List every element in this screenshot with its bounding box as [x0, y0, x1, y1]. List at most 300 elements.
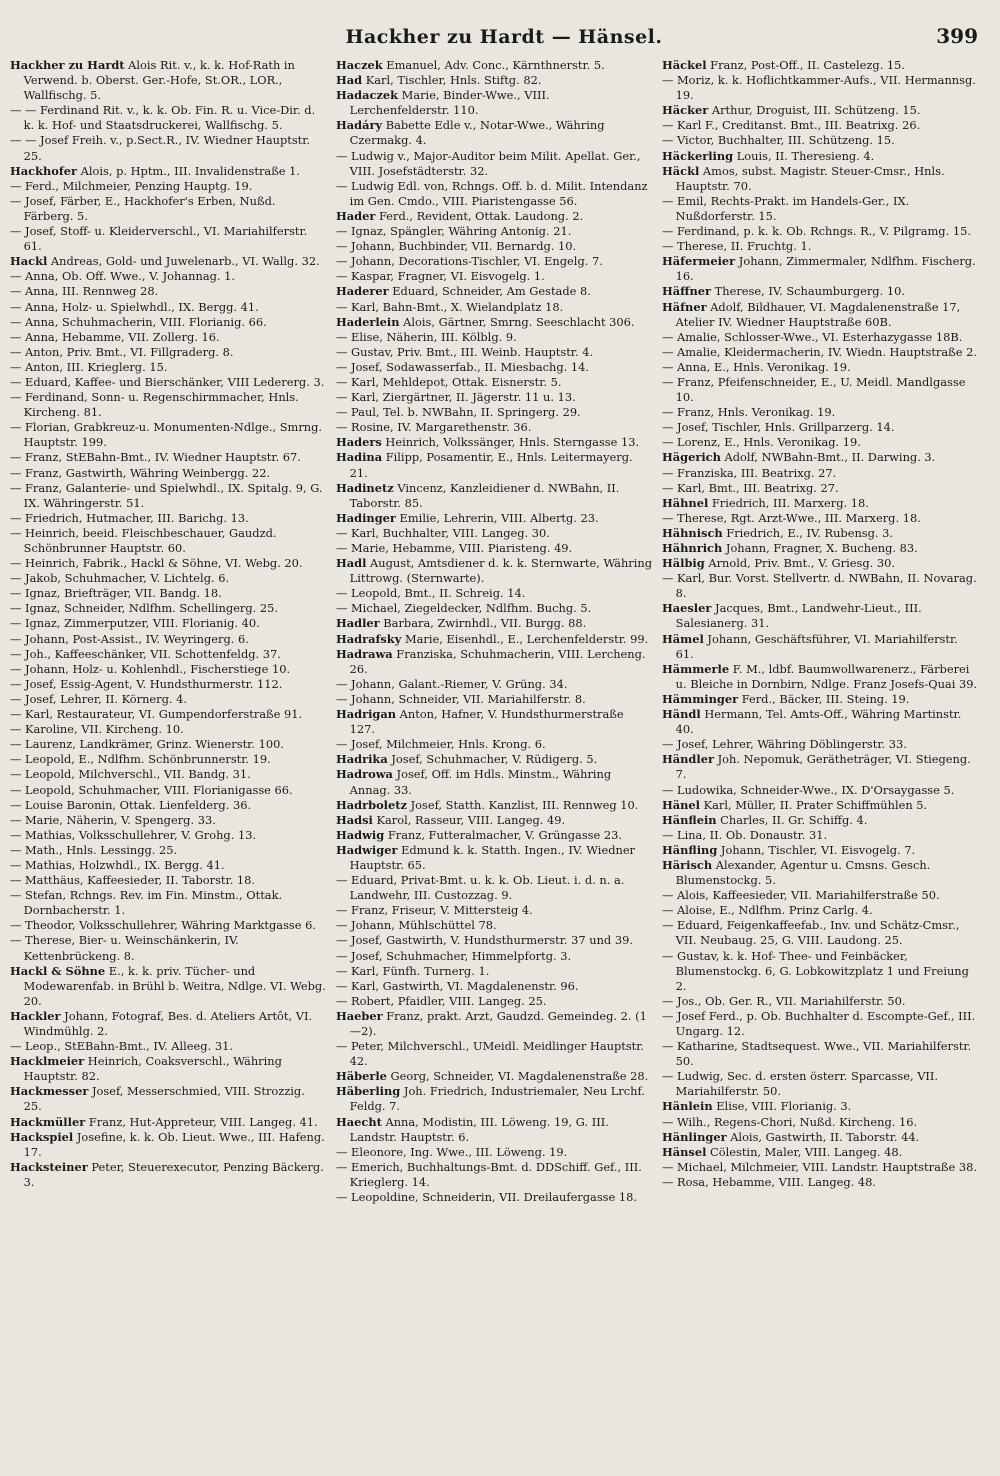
directory-entry — [10, 707, 326, 722]
entry-details: — Laurenz, Landkrämer, Grinz. Wienerstr. 100. — [10, 737, 284, 752]
directory-entry — [662, 73, 978, 103]
directory-entry — [336, 224, 652, 239]
entry-details: — Leopoldine, Schneiderin, VII. Dreilaufergasse 18. — [336, 1190, 638, 1205]
directory-entry — [336, 632, 652, 647]
entry-details: — Heinrich, Fabrik., Hackl & Söhne, VI. Webg. 20. — [10, 556, 303, 571]
entry-details: Alois Rit. v., k. k. Hof-Rath in Verwend. b. Oberst. Ger.-Hofe, St.OR., LOR., Wallfischg. 5. — [23, 58, 295, 103]
directory-entry — [336, 677, 652, 692]
directory-entry — [10, 526, 326, 556]
entry-details: Emilie, Lehrerin, VIII. Albertg. 23. — [395, 510, 599, 525]
directory-entry — [336, 360, 652, 375]
directory-entry — [662, 103, 978, 118]
entry-details: — Johann, Post-Assist., IV. Weyringerg. 6. — [10, 631, 249, 646]
entry-details: Josef, Messerschmied, VIII. Strozzig. 25. — [23, 1084, 305, 1114]
entry-details: — Gustav, k. k. Hof- Thee- und Feinbäcker, Blumenstockg. 6, G. Lobkowitzplatz 1 und Freiung 2. — [662, 948, 969, 993]
entry-details: — Josef, Tischler, Hnls. Grillparzerg. 14. — [662, 420, 895, 435]
entry-details: — Marie, Näherin, V. Spengerg. 33. — [10, 812, 216, 827]
entry-details: — Karl, Mehldepot, Ottak. Eisnerstr. 5. — [336, 374, 562, 389]
entry-details: Filipp, Posamentir, E., Hnls. Leitermayerg. 21. — [349, 450, 633, 480]
directory-entry — [10, 798, 326, 813]
entry-details: — Ludwig v., Major-Auditor beim Milit. Apellat. Ger., VIII. Josefstädterstr. 32. — [336, 148, 641, 178]
directory-entry — [662, 632, 978, 662]
directory-entry — [662, 345, 978, 360]
directory-entry — [662, 284, 978, 299]
entry-details: — Josef Ferd., p. Ob. Buchhalter d. Escompte-Gef., III. Ungarg. 12. — [662, 1008, 976, 1038]
entry-surname: Hadwig — [336, 827, 385, 842]
entry-surname: Hadsi — [336, 812, 373, 827]
entry-details: — Michael, Milchmeier, VIII. Landstr. Hauptstraße 38. — [662, 1159, 977, 1174]
entry-surname: Hadaczek — [336, 88, 399, 103]
entry-details: — Michael, Ziegeldecker, Ndlfhm. Buchg. 5. — [336, 601, 592, 616]
entry-surname: Hämmerle — [662, 661, 730, 676]
entry-details: Jacques, Bmt., Landwehr-Lieut., III. Salesianerg. 31. — [675, 601, 922, 631]
directory-entry — [10, 783, 326, 798]
column-1 — [10, 58, 326, 1468]
directory-entry — [10, 466, 326, 481]
directory-entry — [336, 843, 652, 873]
entry-surname: Hadrboletz — [336, 797, 407, 812]
directory-entry — [336, 284, 652, 299]
entry-surname: Hacksteiner — [10, 1159, 88, 1174]
directory-entry — [662, 1099, 978, 1114]
directory-entry — [336, 707, 652, 737]
entry-details: Babette Edle v., Notar-Wwe., Währing Czermakg. 4. — [349, 118, 605, 148]
entry-surname: Härisch — [662, 857, 713, 872]
directory-entry — [662, 118, 978, 133]
page-header — [10, 24, 978, 58]
entry-surname: Häfermeier — [662, 254, 736, 269]
directory-entry — [10, 737, 326, 752]
directory-entry — [336, 481, 652, 511]
directory-entry — [336, 149, 652, 179]
entry-details: Franz, prakt. Arzt, Gaudzd. Gemeindeg. 2. (1—2). — [349, 1008, 647, 1038]
directory-entry — [662, 828, 978, 843]
directory-entry — [336, 933, 652, 948]
directory-entry — [10, 1054, 326, 1084]
entry-details: — Leop., StEBahn-Bmt., IV. Alleeg. 31. — [10, 1039, 233, 1054]
entry-details: — Anna, Ob. Off. Wwe., V. Johannag. 1. — [10, 269, 236, 284]
entry-details: Adolf, Bildhauer, VI. Magdalenenstraße 17, Atelier IV. Wiedner Hauptstraße 60B. — [675, 299, 961, 329]
directory-entry — [10, 1115, 326, 1130]
directory-entry — [336, 375, 652, 390]
entry-surname: Hackher zu Hardt — [10, 58, 125, 72]
directory-entry — [10, 692, 326, 707]
directory-entry — [336, 828, 652, 843]
directory-entry — [336, 526, 652, 541]
directory-entry — [10, 813, 326, 828]
directory-entry — [336, 979, 652, 994]
entry-details: — Anna, Schuhmacherin, VIII. Florianig. 66. — [10, 314, 267, 329]
entry-details: — Karl, Buchhalter, VIII. Langeg. 30. — [336, 525, 550, 540]
entry-details: Vincenz, Kanzleidiener d. NWBahn, II. Taborstr. 85. — [349, 480, 620, 510]
directory-entry — [336, 541, 652, 556]
entry-details: — Franz, Friseur, V. Mittersteig 4. — [336, 903, 533, 918]
directory-entry — [662, 798, 978, 813]
entry-details: — Moriz, k. k. Hoflichtkammer-Aufs., VII. Hermannsg. 19. — [662, 73, 976, 103]
directory-entry — [662, 949, 978, 994]
directory-entry — [10, 103, 326, 133]
entry-details: — Josef, Gastwirth, V. Hundsthurmerstr. 37 und 39. — [336, 933, 633, 948]
directory-entry — [10, 722, 326, 737]
directory-entry — [10, 224, 326, 254]
directory-entry — [336, 1009, 652, 1039]
entry-surname: Häberle — [336, 1069, 387, 1084]
entry-surname: Händl — [662, 707, 701, 722]
entry-surname: Hadrigan — [336, 707, 397, 722]
directory-entry — [10, 300, 326, 315]
directory-entry — [662, 149, 978, 164]
directory-entry — [336, 767, 652, 797]
entry-details: Johann, Zimmermaler, Ndlfhm. Fischerg. 16. — [675, 254, 976, 284]
entry-details: Franz, Futteralmacher, V. Grüngasse 23. — [384, 827, 622, 842]
entry-surname: Hadler — [336, 616, 380, 631]
entry-surname: Hadrika — [336, 752, 388, 767]
directory-entry — [662, 888, 978, 903]
directory-entry — [336, 1160, 652, 1190]
entry-surname: Hackl — [10, 254, 48, 269]
directory-entry — [336, 1084, 652, 1114]
directory-entry — [10, 662, 326, 677]
entry-surname: Hackmesser — [10, 1084, 89, 1099]
directory-entry — [10, 1160, 326, 1190]
directory-entry — [336, 1145, 652, 1160]
entry-surname: Hader — [336, 208, 376, 223]
entry-details: — Jos., Ob. Ger. R., VII. Mariahilferstr. 50. — [662, 993, 906, 1008]
entry-details: — Johann, Schneider, VII. Mariahilferstr. 8. — [336, 691, 586, 706]
directory-entry — [662, 1175, 978, 1190]
entry-details: Karol, Rasseur, VIII. Langeg. 49. — [372, 812, 566, 827]
directory-entry — [336, 315, 652, 330]
entry-details: — Leopold, E., Ndlfhm. Schönbrunnerstr. 19. — [10, 752, 271, 767]
entry-surname: Haderlein — [336, 314, 400, 329]
entry-details: — Gustav, Priv. Bmt., III. Weinb. Hauptstr. 4. — [336, 344, 594, 359]
directory-entry — [662, 994, 978, 1009]
directory-entry — [662, 526, 978, 541]
entry-details: — Eleonore, Ing. Wwe., III. Löweng. 19. — [336, 1144, 568, 1159]
directory-entry — [10, 375, 326, 390]
directory-entry — [336, 994, 652, 1009]
directory-entry — [662, 58, 978, 73]
entry-details: Johann, Fragner, X. Bucheng. 83. — [722, 541, 918, 555]
entry-details: — — Josef Freih. v., p.Sect.R., IV. Wiedner Hauptstr. 25. — [10, 133, 311, 163]
entry-details: — Katharine, Stadtsequest. Wwe., VII. Mariahilferstr. 50. — [662, 1039, 972, 1069]
directory-entry — [10, 752, 326, 767]
entry-details: — Leopold, Schuhmacher, VIII. Florianigasse 66. — [10, 782, 293, 797]
entry-details: Alois, Gärtner, Smrng. Seeschlacht 306. — [399, 314, 635, 329]
entry-details: — Ignaz, Spängler, Währing Antonig. 21. — [336, 224, 572, 239]
directory-entry — [662, 239, 978, 254]
directory-entry — [662, 1039, 978, 1069]
directory-entry — [336, 752, 652, 767]
entry-details: Edmund k. k. Statth. Ingen., IV. Wiedner Hauptstr. 65. — [349, 842, 636, 872]
entry-details: Franz, Hut-Appreteur, VIII. Langeg. 41. — [85, 1114, 318, 1129]
directory-entry — [336, 435, 652, 450]
directory-entry — [10, 616, 326, 631]
directory-entry — [336, 1069, 652, 1084]
directory-entry — [336, 692, 652, 707]
entry-surname: Hämminger — [662, 691, 739, 706]
entry-details: Josef, Off. im Hdls. Minstm., Währing Annag. 33. — [349, 767, 612, 797]
entry-details: — Friedrich, Hutmacher, III. Barichg. 13. — [10, 510, 249, 525]
directory-entry — [336, 601, 652, 616]
directory-entry — [336, 586, 652, 601]
entry-details: — Anna, III. Rennweg 28. — [10, 284, 159, 299]
entry-surname: Hänel — [662, 797, 700, 812]
entry-details: — Mathias, Holzwhdl., IX. Bergg. 41. — [10, 857, 225, 872]
entry-surname: Hackhofer — [10, 163, 77, 178]
directory-entry — [10, 1039, 326, 1054]
entry-details: Cölestin, Maler, VIII. Langeg. 48. — [706, 1144, 903, 1159]
entry-surname: Händler — [662, 752, 714, 767]
entry-details: — Josef, Milchmeier, Hnls. Krong. 6. — [336, 737, 546, 752]
entry-details: Georg, Schneider, VI. Magdalenenstraße 28. — [386, 1069, 649, 1084]
entry-details: Josef, Statth. Kanzlist, III. Rennweg 10. — [406, 797, 639, 812]
directory-entry — [10, 284, 326, 299]
directory-entry — [662, 224, 978, 239]
entry-details: — Aloise, E., Ndlfhm. Prinz Carlg. 4. — [662, 903, 873, 918]
entry-details: — Matthäus, Kaffeesieder, II. Taborstr. 18. — [10, 873, 256, 888]
entry-surname: Häfner — [662, 299, 707, 314]
entry-details: — Johann, Buchbinder, VII. Bernardg. 10. — [336, 239, 577, 254]
entry-details: F. M., ldbf. Baumwollwarenerz., Färberei u. Bleiche in Dornbirn, Ndlge. Franz Josefs-Quai 39. — [675, 661, 978, 691]
entry-details: — Johann, Galant.-Riemer, V. Grüng. 34. — [336, 676, 568, 691]
directory-entry — [10, 873, 326, 888]
directory-entry — [662, 405, 978, 420]
entry-details: — Josef, Färber, E., Hackhofer's Erben, Nußd. Färberg. 5. — [10, 193, 276, 223]
directory-entry — [662, 435, 978, 450]
entry-surname: Haczek — [336, 58, 383, 72]
directory-entry — [662, 752, 978, 782]
entry-details: — Anna, Holz- u. Spielwhdl., IX. Bergg. 41. — [10, 299, 259, 314]
entry-details: — Anna, E., Hnls. Veronikag. 19. — [662, 359, 851, 374]
directory-entry — [10, 964, 326, 1009]
directory-entry — [662, 1160, 978, 1175]
entry-details: — Alois, Kaffeesieder, VII. Mariahilferstraße 50. — [662, 888, 940, 903]
directory-entry — [336, 254, 652, 269]
directory-entry — [662, 360, 978, 375]
entry-details: — Heinrich, beeid. Fleischbeschauer, Gaudzd. Schönbrunner Hauptstr. 60. — [10, 525, 277, 555]
directory-entry — [10, 133, 326, 163]
entry-details: — Amalie, Kleidermacherin, IV. Wiedn. Hauptstraße 2. — [662, 344, 977, 359]
entry-surname: Hackl & Söhne — [10, 963, 106, 978]
entry-details: — Leopold, Bmt., II. Schreig. 14. — [336, 586, 526, 601]
directory-entry — [336, 118, 652, 148]
directory-entry — [10, 345, 326, 360]
directory-entry — [662, 511, 978, 526]
directory-entry — [662, 692, 978, 707]
directory-entry — [662, 662, 978, 692]
entry-details: Amos, subst. Magistr. Steuer-Cmsr., Hnls. Hauptstr. 70. — [675, 163, 945, 193]
entry-surname: Häffner — [662, 284, 712, 299]
entry-details: Joh. Nepomuk, Gerätheträger, VI. Stiegeng. 7. — [675, 752, 971, 782]
entry-details: — Franz, Pfeifenschneider, E., U. Meidl. Mandlgasse 10. — [662, 374, 966, 405]
entry-details: Friedrich, E., IV. Rubensg. 3. — [722, 525, 894, 540]
entry-details: Arthur, Droguist, III. Schützeng. 15. — [708, 103, 921, 118]
directory-entry — [662, 133, 978, 148]
directory-entry — [662, 330, 978, 345]
directory-entry — [10, 1084, 326, 1114]
entry-details: — Ferd., Milchmeier, Penzing Hauptg. 19. — [10, 178, 253, 193]
entry-details: — Elise, Näherin, III. Kölblg. 9. — [336, 329, 517, 344]
directory-entry — [10, 1009, 326, 1039]
running-head: Hackher zu Hardt — Hänsel. — [345, 26, 663, 48]
entry-details: — Karl, Fünfh. Turnerg. 1. — [336, 963, 490, 978]
entry-details: Alois, p. Hptm., III. Invalidenstraße 1. — [77, 163, 301, 178]
directory-entry — [662, 843, 978, 858]
entry-details: Karl, Müller, II. Prater Schiffmühlen 5. — [700, 797, 928, 812]
directory-entry — [10, 511, 326, 526]
entry-surname: Hadinetz — [336, 480, 394, 495]
directory-entry — [336, 798, 652, 813]
entry-surname: Hähnisch — [662, 525, 723, 540]
entry-details: — Karl, Ziergärtner, II. Jägerstr. 11 u. 13. — [336, 390, 576, 405]
entry-surname: Hadina — [336, 450, 383, 465]
entry-details: Barbara, Zwirnhdl., VII. Burgg. 88. — [379, 616, 587, 631]
entry-details: — Emil, Rechts-Prakt. im Handels-Ger., IX. Nußdorferstr. 15. — [662, 193, 910, 223]
entry-details: — Franziska, III. Beatrixg. 27. — [662, 465, 837, 480]
entry-details: Josefine, k. k. Ob. Lieut. Wwe., III. Hafeng. 17. — [23, 1129, 325, 1159]
directory-entry — [10, 179, 326, 194]
entry-surname: Häberling — [336, 1084, 401, 1099]
entry-details: — Anton, Priv. Bmt., VI. Fillgraderg. 8. — [10, 344, 234, 359]
entry-surname: Haeber — [336, 1008, 383, 1023]
directory-entry — [662, 918, 978, 948]
entry-surname: Häckerling — [662, 148, 734, 163]
entry-details: Karl, Tischler, Hnls. Stiftg. 82. — [362, 73, 542, 88]
entry-details: Josef, Schuhmacher, V. Rüdigerg. 5. — [387, 752, 598, 767]
entry-details: — Franz, Gastwirth, Währing Weinbergg. 22. — [10, 465, 271, 480]
entry-details: — Josef, Stoff- u. Kleiderverschl., VI. Mariahilferstr. 61. — [10, 224, 308, 254]
entry-surname: Haecht — [336, 1114, 382, 1129]
directory-entry — [336, 1115, 652, 1145]
entry-details: — Karl, Bur. Vorst. Stellvertr. d. NWBahn, II. Novarag. 8. — [662, 571, 977, 601]
entry-details: — Ludwig Edl. von, Rchngs. Off. b. d. Milit. Intendanz im Gen. Cmdo., VIII. Piaristengasse 56. — [336, 178, 648, 208]
entry-details: August, Amtsdiener d. k. k. Sternwarte, Währing Littrowg. (Sternwarte). — [349, 556, 652, 586]
directory-entry — [662, 1115, 978, 1130]
entry-surname: Häcker — [662, 103, 709, 118]
entry-surname: Haders — [336, 435, 382, 450]
entry-details: — Therese, Rgt. Arzt-Wwe., III. Marxerg. 18. — [662, 510, 921, 525]
entry-surname: Hänlinger — [662, 1129, 727, 1144]
entry-details: — Mathias, Volksschullehrer, V. Grohg. 13. — [10, 827, 257, 842]
directory-entry — [336, 239, 652, 254]
entry-surname: Hänfling — [662, 842, 718, 857]
directory-entry — [662, 571, 978, 601]
entry-details: Anna, Modistin, III. Löweng. 19, G. III. Landstr. Hauptstr. 6. — [349, 1114, 609, 1144]
entry-details: — Anton, III. Krieglerg. 15. — [10, 359, 168, 374]
directory-entry — [662, 783, 978, 798]
entry-details: Johann, Tischler, VI. Eisvogelg. 7. — [717, 842, 916, 857]
directory-entry — [10, 420, 326, 450]
directory-entry — [662, 466, 978, 481]
directory-entry — [336, 269, 652, 284]
entry-details: Louis, II. Theresieng. 4. — [733, 148, 875, 163]
entry-details: — Ludwig, Sec. d. ersten österr. Sparcasse, VII. Mariahilferstr. 50. — [662, 1069, 939, 1099]
entry-surname: Hadrawa — [336, 646, 393, 661]
directory-entry — [662, 903, 978, 918]
entry-details: — Ludowika, Schneider-Wwe., IX. D'Orsaygasse 5. — [662, 782, 955, 797]
entry-surname: Haderer — [336, 284, 389, 299]
entry-details: — Karl, Bahn-Bmt., X. Wielandplatz 18. — [336, 299, 564, 314]
directory-entry — [662, 813, 978, 828]
entry-details: — Therese, Bier- u. Weinschänkerin, IV. Kettenbrückeng. 8. — [10, 933, 239, 963]
directory-entry — [10, 918, 326, 933]
column-2 — [336, 58, 652, 1468]
column-3 — [662, 58, 978, 1468]
entry-details: — Eduard, Privat-Bmt. u. k. k. Ob. Lieut. i. d. n. a. Landwehr, III. Custozzag. 9. — [336, 873, 625, 903]
entry-details: Heinrich, Volkssänger, Hnls. Sterngasse 13. — [381, 435, 640, 450]
directory-entry — [662, 481, 978, 496]
directory-entry — [662, 601, 978, 631]
directory-entry — [336, 737, 652, 752]
entry-details: — Robert, Pfaidler, VIII. Langeg. 25. — [336, 993, 547, 1008]
entry-surname: Häckl — [662, 163, 700, 178]
directory-entry — [336, 58, 652, 73]
entry-surname: Hackspiel — [10, 1129, 74, 1144]
directory-entry — [336, 179, 652, 209]
entry-details: Peter, Steuerexecutor, Penzing Bäckerg. 3. — [23, 1159, 324, 1189]
directory-entry — [662, 1009, 978, 1039]
entry-details: — Ignaz, Zimmerputzer, VIII. Florianig. 40. — [10, 616, 260, 631]
entry-details: — Victor, Buchhalter, III. Schützeng. 15. — [662, 133, 895, 148]
directory-entry — [662, 450, 978, 465]
entry-details: — Anna, Hebamme, VII. Zollerg. 16. — [10, 329, 220, 344]
entry-details: Arnold, Priv. Bmt., V. Griesg. 30. — [704, 556, 895, 571]
entry-details: — Franz, Hnls. Veronikag. 19. — [662, 405, 836, 420]
entry-details: — Paul, Tel. b. NWBahn, II. Springerg. 29. — [336, 405, 581, 420]
page-number: 399 — [936, 24, 978, 48]
entry-details: Marie, Binder-Wwe., VIII. Lerchenfelderstr. 110. — [349, 88, 550, 118]
entry-details: Marie, Eisenhdl., E., Lerchenfelderstr. 99. — [401, 631, 649, 646]
entry-surname: Hackmüller — [10, 1114, 86, 1129]
directory-entry — [336, 1190, 652, 1205]
entry-details: Elise, VIII. Florianig. 3. — [712, 1099, 852, 1114]
directory-entry — [662, 1069, 978, 1099]
directory-entry — [10, 194, 326, 224]
directory-entry — [336, 1039, 652, 1069]
directory-entry — [10, 586, 326, 601]
directory-entry — [10, 269, 326, 284]
entry-details: — Leopold, Milchverschl., VII. Bandg. 31. — [10, 767, 251, 782]
entry-details: E., k. k. priv. Tücher- und Modewarenfab. in Brühl b. Weitra, Ndlge. VI. Webg. 20. — [23, 963, 326, 1008]
directory-entry — [336, 300, 652, 315]
entry-surname: Hadrafsky — [336, 631, 402, 646]
entry-details: Franz, Post-Off., II. Castelezg. 15. — [706, 58, 906, 72]
directory-entry — [662, 254, 978, 284]
entry-surname: Hänsel — [662, 1144, 707, 1159]
directory-entry — [662, 737, 978, 752]
directory-entry — [10, 647, 326, 662]
entry-details: — Ferdinand, Sonn- u. Regenschirmmacher, Hnls. Kircheng. 81. — [10, 390, 299, 420]
entry-surname: Had — [336, 73, 363, 88]
entry-details: — Kaspar, Fragner, VI. Eisvogelg. 1. — [336, 269, 545, 284]
entry-details: — Peter, Milchverschl., UMeidl. Meidlinger Hauptstr. 42. — [336, 1039, 645, 1069]
entry-details: — Franz, StEBahn-Bmt., IV. Wiedner Hauptstr. 67. — [10, 450, 301, 465]
directory-entry — [10, 677, 326, 692]
entry-details: Joh. Friedrich, Industriemaler, Neu Lrchf. Feldg. 7. — [349, 1084, 645, 1114]
entry-details: — Stefan, Rchngs. Rev. im Fin. Minstm., Ottak. Dornbacherstr. 1. — [10, 888, 283, 918]
directory-entry — [336, 73, 652, 88]
directory-entry — [10, 556, 326, 571]
entry-surname: Hackler — [10, 1008, 61, 1023]
entry-details: — Josef, Schuhmacher, Himmelpfortg. 3. — [336, 948, 572, 963]
entry-surname: Hähnel — [662, 495, 709, 510]
entry-details: Friedrich, III. Marxerg. 18. — [708, 495, 869, 510]
directory-entry — [336, 903, 652, 918]
entry-details: Alois, Gastwirth, II. Taborstr. 44. — [726, 1129, 920, 1144]
directory-entry — [10, 254, 326, 269]
entry-surname: Häckel — [662, 58, 707, 72]
